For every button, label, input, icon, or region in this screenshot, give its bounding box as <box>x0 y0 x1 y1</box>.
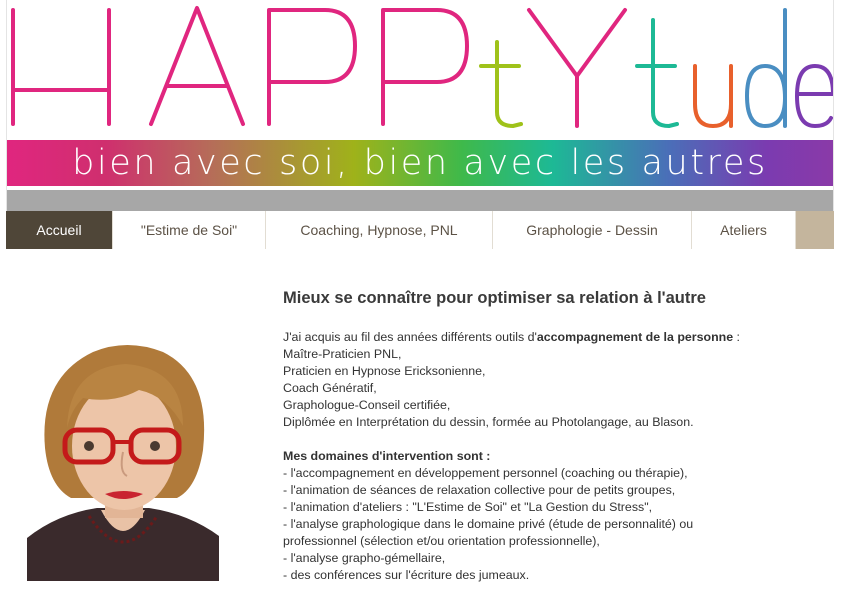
intro-lead <box>283 329 823 346</box>
domains-title <box>283 448 823 465</box>
header-divider <box>7 190 833 211</box>
nav-item-ateliers[interactable]: Ateliers <box>692 211 796 249</box>
tagline-text: bien avec soi, bien avec les autres <box>72 143 768 183</box>
main-content <box>283 287 823 584</box>
nav-item-coaching-hypnose-pnl[interactable]: Coaching, Hypnose, PNL <box>266 211 493 249</box>
domain-item: - l'accompagnement en développement personnel (coaching ou thérapie), <box>283 466 688 480</box>
intro-lead-text: J'ai acquis au fil des années différents outils d' <box>283 330 537 344</box>
tagline-banner <box>7 140 833 186</box>
header-banner <box>6 0 834 211</box>
intro-line: Praticien en Hypnose Ericksonienne, <box>283 364 486 378</box>
domain-item: - l'animation d'ateliers : "L'Estime de Soi" et "La Gestion du Stress", <box>283 500 653 514</box>
intro-line: Maître-Praticien PNL, <box>283 347 402 361</box>
intro-lead-end: : <box>733 330 740 344</box>
domain-item: - l'analyse graphologique dans le domaine privé (étude de personnalité) ou <box>283 517 694 531</box>
domain-item: professionnel (sélection et/ou orientation professionnelle), <box>283 534 600 548</box>
page-heading: Mieux se connaître pour optimiser sa relation à l'autre <box>283 289 706 307</box>
domain-item: - l'animation de séances de relaxation collective pour de petits groupes, <box>283 483 676 497</box>
main-nav <box>6 211 834 249</box>
nav-item-accueil[interactable]: Accueil <box>6 211 113 249</box>
intro-section <box>283 329 823 584</box>
domains-title-text: Mes domaines d'intervention sont : <box>283 449 491 463</box>
domain-item: - des conférences sur l'écriture des jumeaux. <box>283 568 530 582</box>
intro-lead-bold: accompagnement de la personne <box>536 330 734 344</box>
intro-line: Graphologue-Conseil certifiée, <box>283 398 451 412</box>
intro-line: Diplômée en Interprétation du dessin, formée au Photolangage, au Blason. <box>283 415 694 429</box>
happytude-logo[interactable] <box>7 0 833 140</box>
intro-line: Coach Génératif, <box>283 381 377 395</box>
nav-item-graphologie-dessin[interactable]: Graphologie - Dessin <box>493 211 692 249</box>
domain-item: - l'analyse grapho-gémellaire, <box>283 551 446 565</box>
portrait-photo <box>27 338 219 581</box>
nav-item-estime-de-soi[interactable]: "Estime de Soi" <box>113 211 266 249</box>
